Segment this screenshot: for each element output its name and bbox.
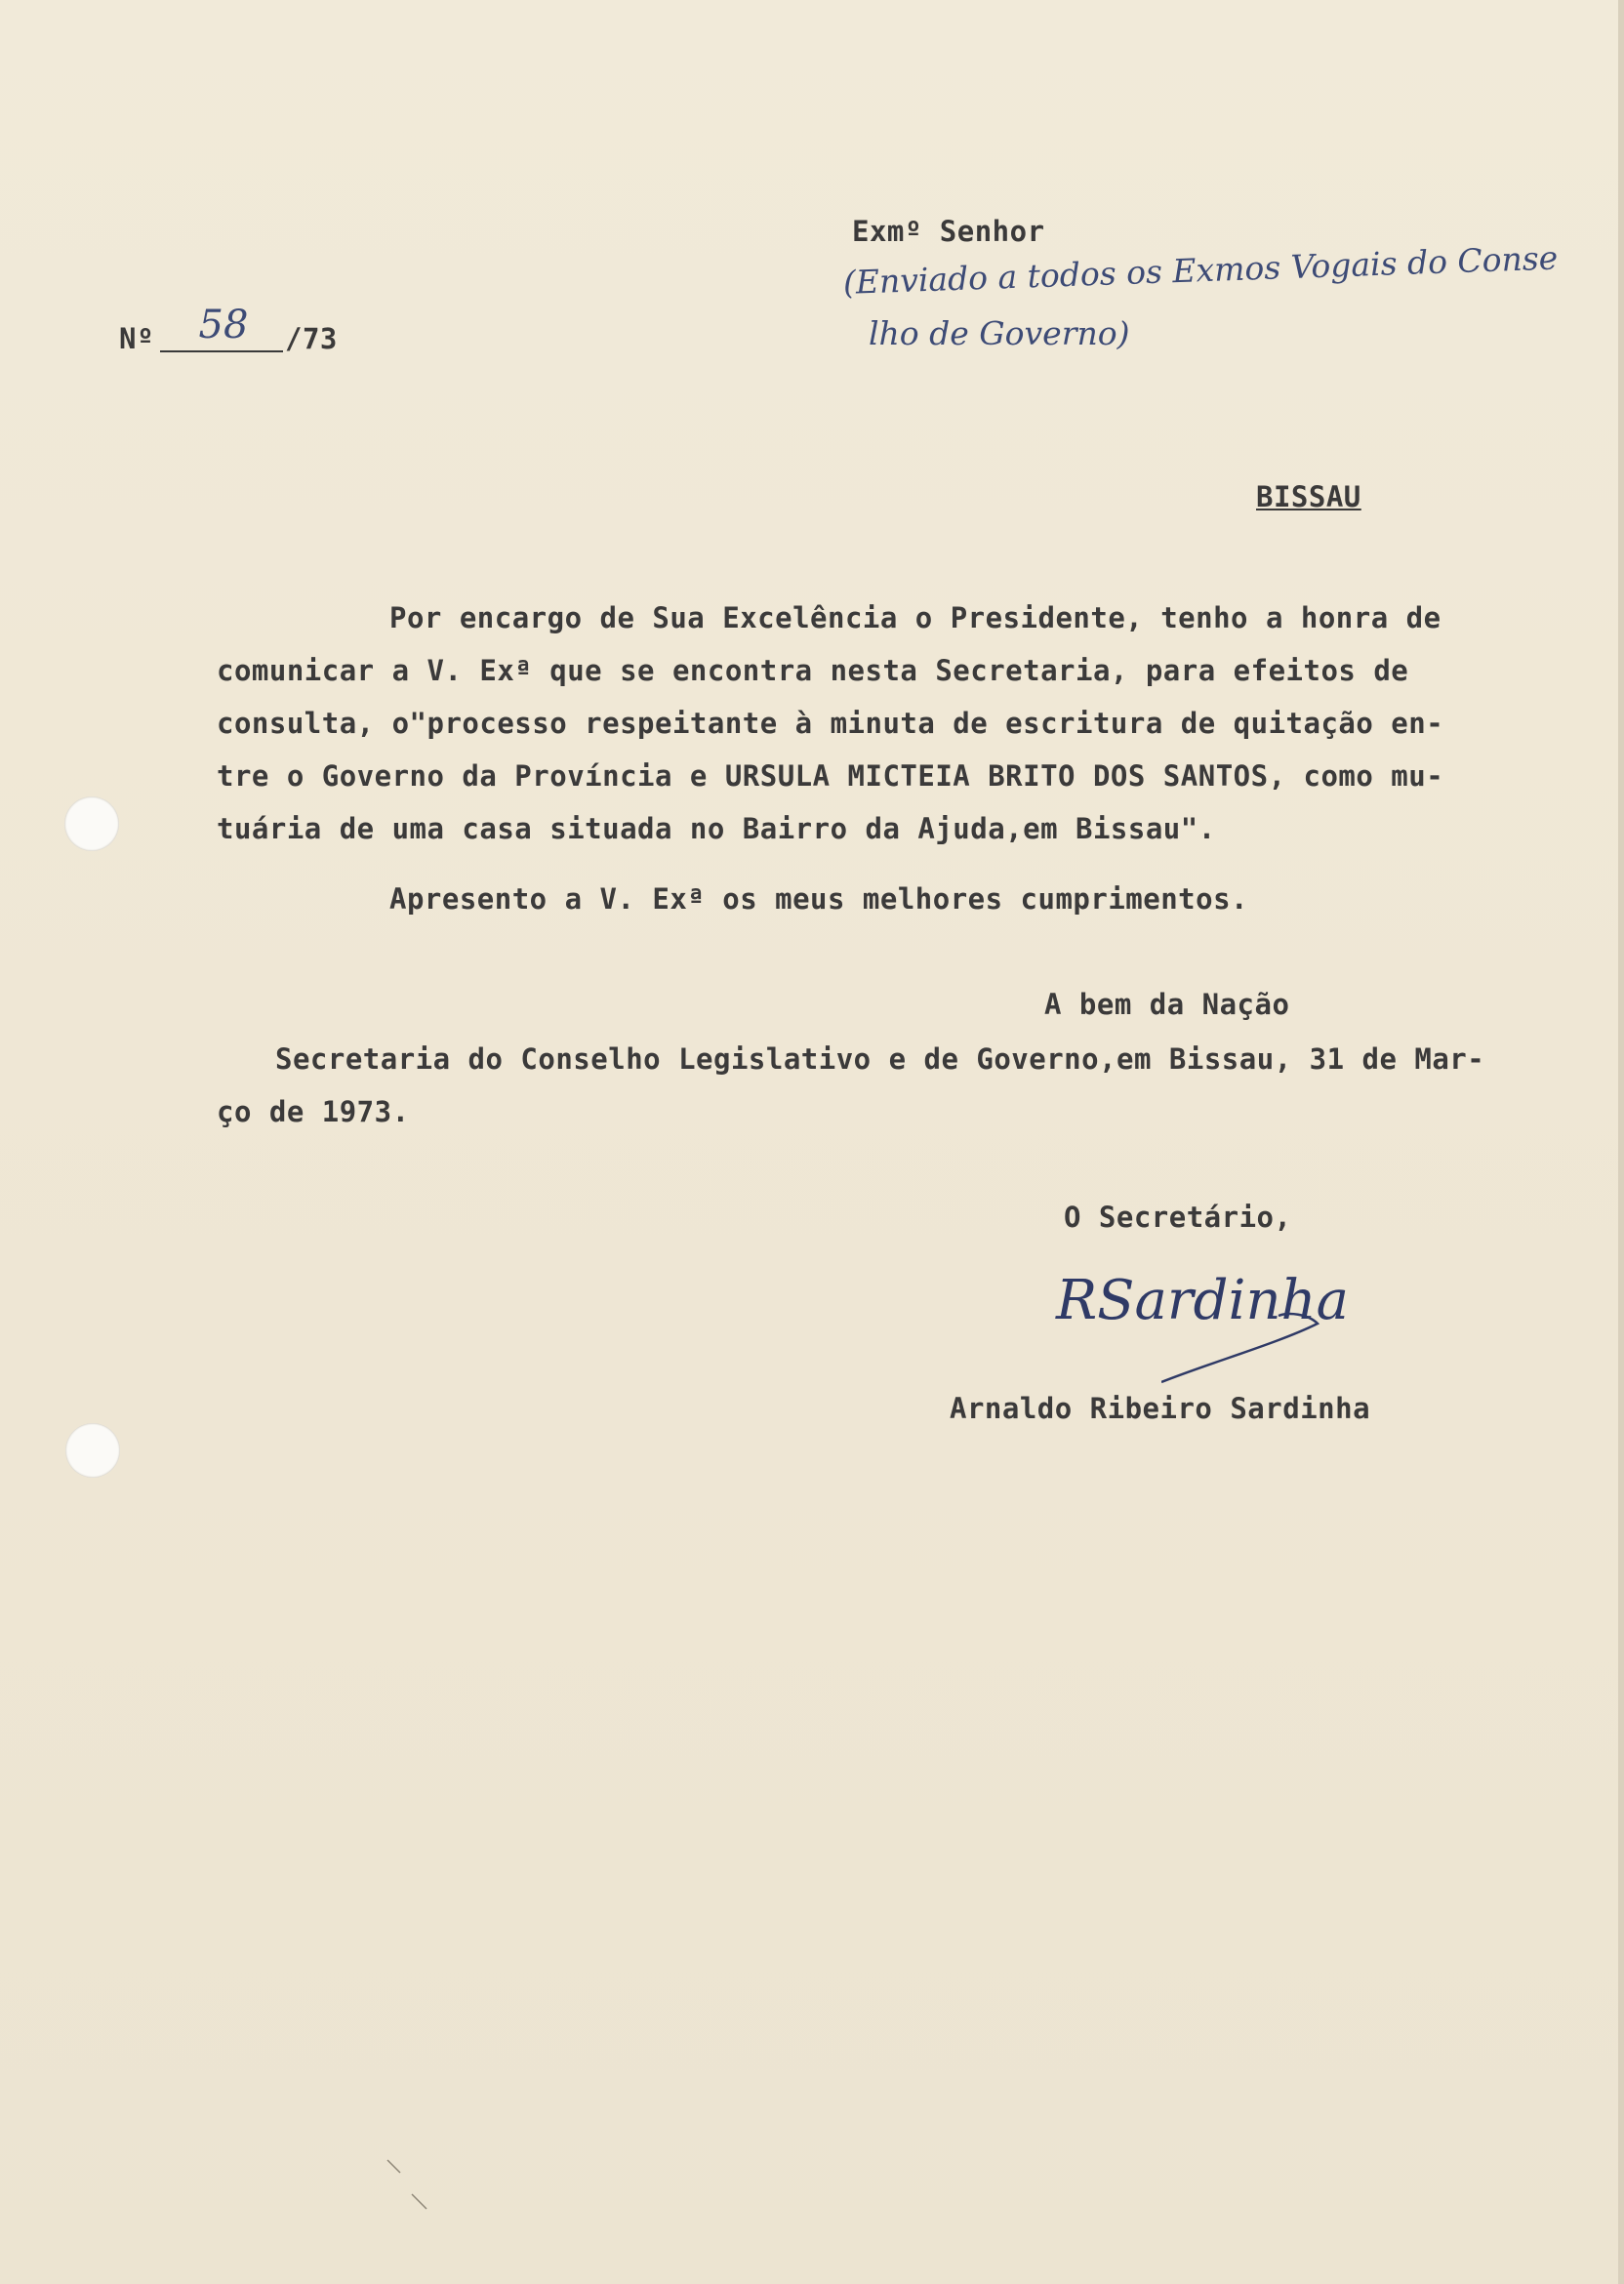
salutation: Exmº Senhor — [852, 215, 1045, 248]
place-date-line-1: Secretaria do Conselho Legislativo e de Governo,em Bissau, 31 de Mar- — [275, 1042, 1485, 1076]
body-line-5: tuária de uma casa situada no Bairro da Ajuda,em Bissau". — [217, 812, 1216, 845]
number-year: /73 — [285, 322, 338, 355]
number-label: Nº — [119, 322, 154, 355]
body-line-1: Por encargo de Sua Excelência o Presidente, tenho a honra de — [389, 601, 1441, 634]
place-date-line-2: ço de 1973. — [217, 1095, 410, 1128]
city-heading: BISSAU — [1256, 480, 1361, 513]
signature-flourish — [1161, 1304, 1327, 1392]
body-line-4: tre o Governo da Província e URSULA MICTEIA BRITO DOS SANTOS, como mu- — [217, 759, 1444, 793]
handwritten-note-line-1: (Enviado a todos os Exmos Vogais do Conse — [842, 238, 1559, 302]
body-line-3: consulta, o"processo respeitante à minuta de escritura de quitação en- — [217, 707, 1444, 740]
signature-text: RSardinha — [1056, 1269, 1349, 1332]
motto: A bem da Nação — [1044, 988, 1290, 1021]
paper-mark — [383, 2155, 441, 2214]
signatory-name: Arnaldo Ribeiro Sardinha — [950, 1392, 1371, 1425]
body-line-2: comunicar a V. Exª que se encontra nesta Secretaria, para efeitos de — [217, 654, 1409, 687]
handwritten-number: 58 — [198, 303, 249, 347]
punch-hole-lower — [65, 1423, 120, 1478]
paper-edge — [1618, 0, 1624, 2284]
closing-line: Apresento a V. Exª os meus melhores cumprimentos. — [389, 882, 1249, 916]
punch-hole-upper — [64, 796, 119, 851]
handwritten-note-line-2: lho de Governo) — [869, 314, 1130, 352]
number-underline — [160, 350, 283, 352]
signatory-role: O Secretário, — [1064, 1201, 1292, 1234]
